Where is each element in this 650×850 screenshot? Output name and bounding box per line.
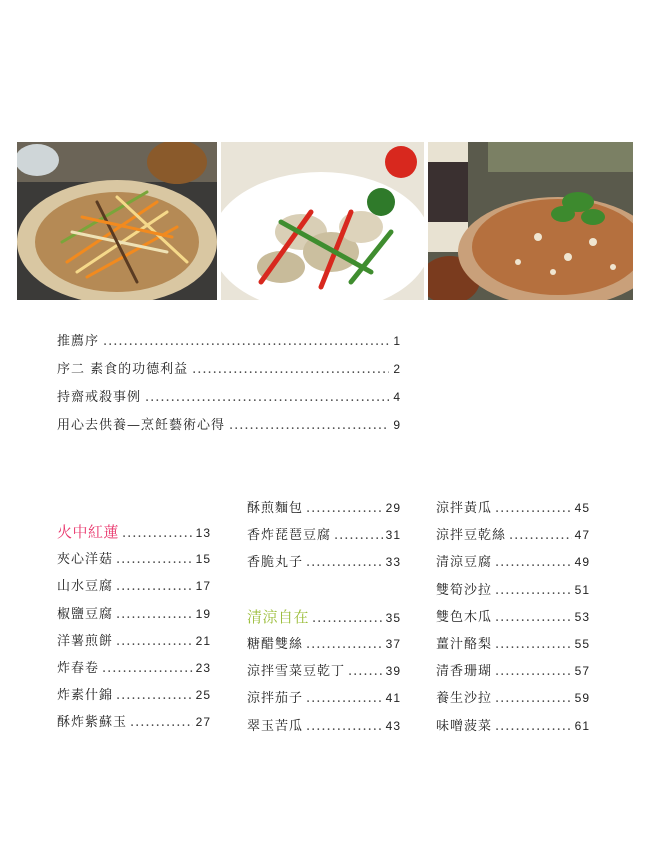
section-heading[interactable] bbox=[57, 521, 211, 548]
toc-column-2 bbox=[247, 497, 401, 742]
leader-dots bbox=[116, 552, 193, 567]
toc-entry-title: 炸春卷 bbox=[57, 660, 100, 676]
toc-entry-title: 酥炸紫蘇玉 bbox=[57, 715, 128, 731]
toc-entry-title: 清涼豆腐 bbox=[436, 555, 493, 571]
toc-entry-title: 用心去供養—烹飪藝術心得 bbox=[57, 418, 226, 433]
toc-entry-title: 味噌菠菜 bbox=[436, 718, 493, 734]
toc-entry-title: 椒鹽豆腐 bbox=[57, 606, 114, 622]
toc-entry-page: 29 bbox=[385, 501, 401, 515]
toc-entry-title: 洋薯煎餅 bbox=[57, 633, 114, 649]
toc-entry-page: 23 bbox=[195, 660, 211, 675]
toc-entry-page: 19 bbox=[195, 606, 211, 621]
toc-entry[interactable] bbox=[57, 414, 401, 442]
toc-entry[interactable] bbox=[57, 330, 401, 358]
toc-entry-title: 夾心洋菇 bbox=[57, 552, 114, 568]
toc-entry-page: 55 bbox=[574, 636, 590, 651]
toc-entry-page: 45 bbox=[574, 501, 590, 515]
toc-entry[interactable] bbox=[247, 497, 401, 524]
leader-dots bbox=[102, 661, 193, 676]
toc-entry[interactable] bbox=[436, 551, 590, 578]
toc-entry-title: 翠玉苦瓜 bbox=[247, 718, 304, 734]
toc-entry-title: 涼拌茄子 bbox=[247, 691, 304, 707]
leader-dots bbox=[306, 501, 383, 516]
toc-entry-page: 59 bbox=[574, 691, 590, 706]
toc-entry[interactable] bbox=[436, 633, 590, 660]
toc-entry-page: 49 bbox=[574, 555, 590, 570]
leader-dots bbox=[312, 611, 383, 626]
toc-entry-title: 雙色木瓜 bbox=[436, 609, 493, 625]
toc-entry[interactable] bbox=[247, 524, 401, 551]
section-title: 火中紅蓮 bbox=[57, 524, 120, 541]
leader-dots bbox=[306, 555, 383, 570]
toc-entry-page: 2 bbox=[393, 362, 401, 376]
toc-entry[interactable] bbox=[57, 603, 211, 630]
toc-entry[interactable] bbox=[436, 497, 590, 524]
toc-entry-page: 47 bbox=[574, 528, 590, 543]
toc-entry[interactable] bbox=[436, 579, 590, 606]
toc-entry-page: 41 bbox=[385, 691, 401, 706]
leader-dots bbox=[116, 634, 193, 649]
toc-entry-page: 4 bbox=[393, 390, 401, 404]
toc-entry-title: 持齋戒殺事例 bbox=[57, 390, 142, 405]
leader-dots bbox=[145, 390, 389, 405]
toc-entry-title: 清香珊瑚 bbox=[436, 664, 493, 680]
leader-dots bbox=[116, 688, 193, 703]
toc-entry-page: 51 bbox=[574, 582, 590, 597]
toc-entry[interactable] bbox=[57, 711, 211, 738]
toc-entry-page: 1 bbox=[393, 334, 401, 348]
leader-dots bbox=[495, 637, 572, 652]
leader-dots bbox=[495, 664, 572, 679]
toc-entry[interactable] bbox=[57, 575, 211, 602]
toc-entry[interactable] bbox=[57, 386, 401, 414]
toc-entry-title: 香脆丸子 bbox=[247, 555, 304, 571]
toc-entry[interactable] bbox=[436, 606, 590, 633]
leader-dots bbox=[116, 607, 193, 622]
toc-entry[interactable] bbox=[247, 633, 401, 660]
toc-entry-page: 9 bbox=[393, 418, 401, 432]
toc-entry-page: 37 bbox=[385, 636, 401, 651]
toc-entry-title: 涼拌豆乾絲 bbox=[436, 528, 507, 544]
toc-entry-title: 炸素什錦 bbox=[57, 688, 114, 704]
toc-entry-title: 薑汁酪梨 bbox=[436, 636, 493, 652]
toc-entry-title: 序二 素食的功德利益 bbox=[57, 362, 189, 377]
toc-entry-page: 53 bbox=[574, 609, 590, 624]
leader-dots bbox=[509, 528, 572, 543]
front-matter-list bbox=[57, 330, 401, 442]
section-page: 35 bbox=[385, 610, 401, 625]
leader-dots bbox=[116, 579, 193, 594]
toc-entry-page: 31 bbox=[385, 528, 401, 543]
leader-dots bbox=[495, 719, 572, 734]
toc-entry-page: 61 bbox=[574, 718, 590, 733]
leader-dots bbox=[192, 362, 389, 377]
section-title: 清涼自在 bbox=[247, 608, 310, 626]
toc-entry[interactable] bbox=[57, 548, 211, 575]
toc-entry[interactable] bbox=[247, 551, 401, 578]
toc-entry-title: 養生沙拉 bbox=[436, 691, 493, 707]
toc-entry[interactable] bbox=[436, 687, 590, 714]
leader-dots bbox=[348, 664, 383, 679]
toc-entry-title: 推薦序 bbox=[57, 334, 100, 349]
toc-entry-page: 39 bbox=[385, 664, 401, 679]
leader-dots bbox=[306, 719, 383, 734]
section-heading[interactable] bbox=[247, 606, 401, 633]
dish-photo-mushroom-peppers bbox=[221, 142, 424, 300]
leader-dots bbox=[495, 501, 572, 516]
toc-entry-page: 17 bbox=[195, 579, 211, 594]
toc-entry[interactable] bbox=[436, 715, 590, 742]
toc-entry[interactable] bbox=[57, 630, 211, 657]
toc-entry[interactable] bbox=[436, 660, 590, 687]
toc-entry-page: 27 bbox=[195, 715, 211, 730]
toc-entry[interactable] bbox=[247, 715, 401, 742]
toc-entry[interactable] bbox=[436, 524, 590, 551]
toc-entry-title: 涼拌雪菜豆乾丁 bbox=[247, 664, 346, 680]
toc-entry-page: 21 bbox=[195, 633, 211, 648]
dish-photo-vegetable-strips bbox=[17, 142, 217, 300]
toc-entry-title: 香炸琵琶豆腐 bbox=[247, 528, 332, 544]
toc-column-3 bbox=[436, 497, 590, 742]
toc-entry-page: 43 bbox=[385, 718, 401, 733]
leader-dots bbox=[495, 610, 572, 625]
toc-entry[interactable] bbox=[57, 657, 211, 684]
toc-entry[interactable] bbox=[247, 687, 401, 714]
leader-dots bbox=[103, 334, 389, 349]
leader-dots bbox=[306, 637, 383, 652]
toc-entry-page: 33 bbox=[385, 555, 401, 570]
toc-entry-page: 57 bbox=[574, 664, 590, 679]
toc-entry[interactable] bbox=[57, 684, 211, 711]
toc-entry-title: 雙筍沙拉 bbox=[436, 582, 493, 598]
leader-dots bbox=[334, 528, 383, 543]
section-page: 13 bbox=[195, 526, 211, 540]
leader-dots bbox=[495, 691, 572, 706]
toc-column-1 bbox=[57, 521, 211, 739]
toc-entry-title: 山水豆腐 bbox=[57, 579, 114, 595]
leader-dots bbox=[122, 526, 193, 541]
toc-entry-title: 糖醋雙絲 bbox=[247, 636, 304, 652]
toc-entry-page: 15 bbox=[195, 552, 211, 567]
toc-entry-page: 25 bbox=[195, 688, 211, 703]
leader-dots bbox=[495, 555, 572, 570]
leader-dots bbox=[229, 418, 389, 433]
leader-dots bbox=[495, 583, 572, 598]
leader-dots bbox=[306, 691, 383, 706]
toc-entry-title: 涼拌黃瓜 bbox=[436, 501, 493, 516]
dish-photo-rice-topping bbox=[428, 142, 633, 300]
toc-entry[interactable] bbox=[57, 358, 401, 386]
spacer bbox=[247, 579, 401, 606]
leader-dots bbox=[130, 715, 193, 730]
toc-entry[interactable] bbox=[247, 660, 401, 687]
toc-entry-title: 酥煎麵包 bbox=[247, 501, 304, 516]
